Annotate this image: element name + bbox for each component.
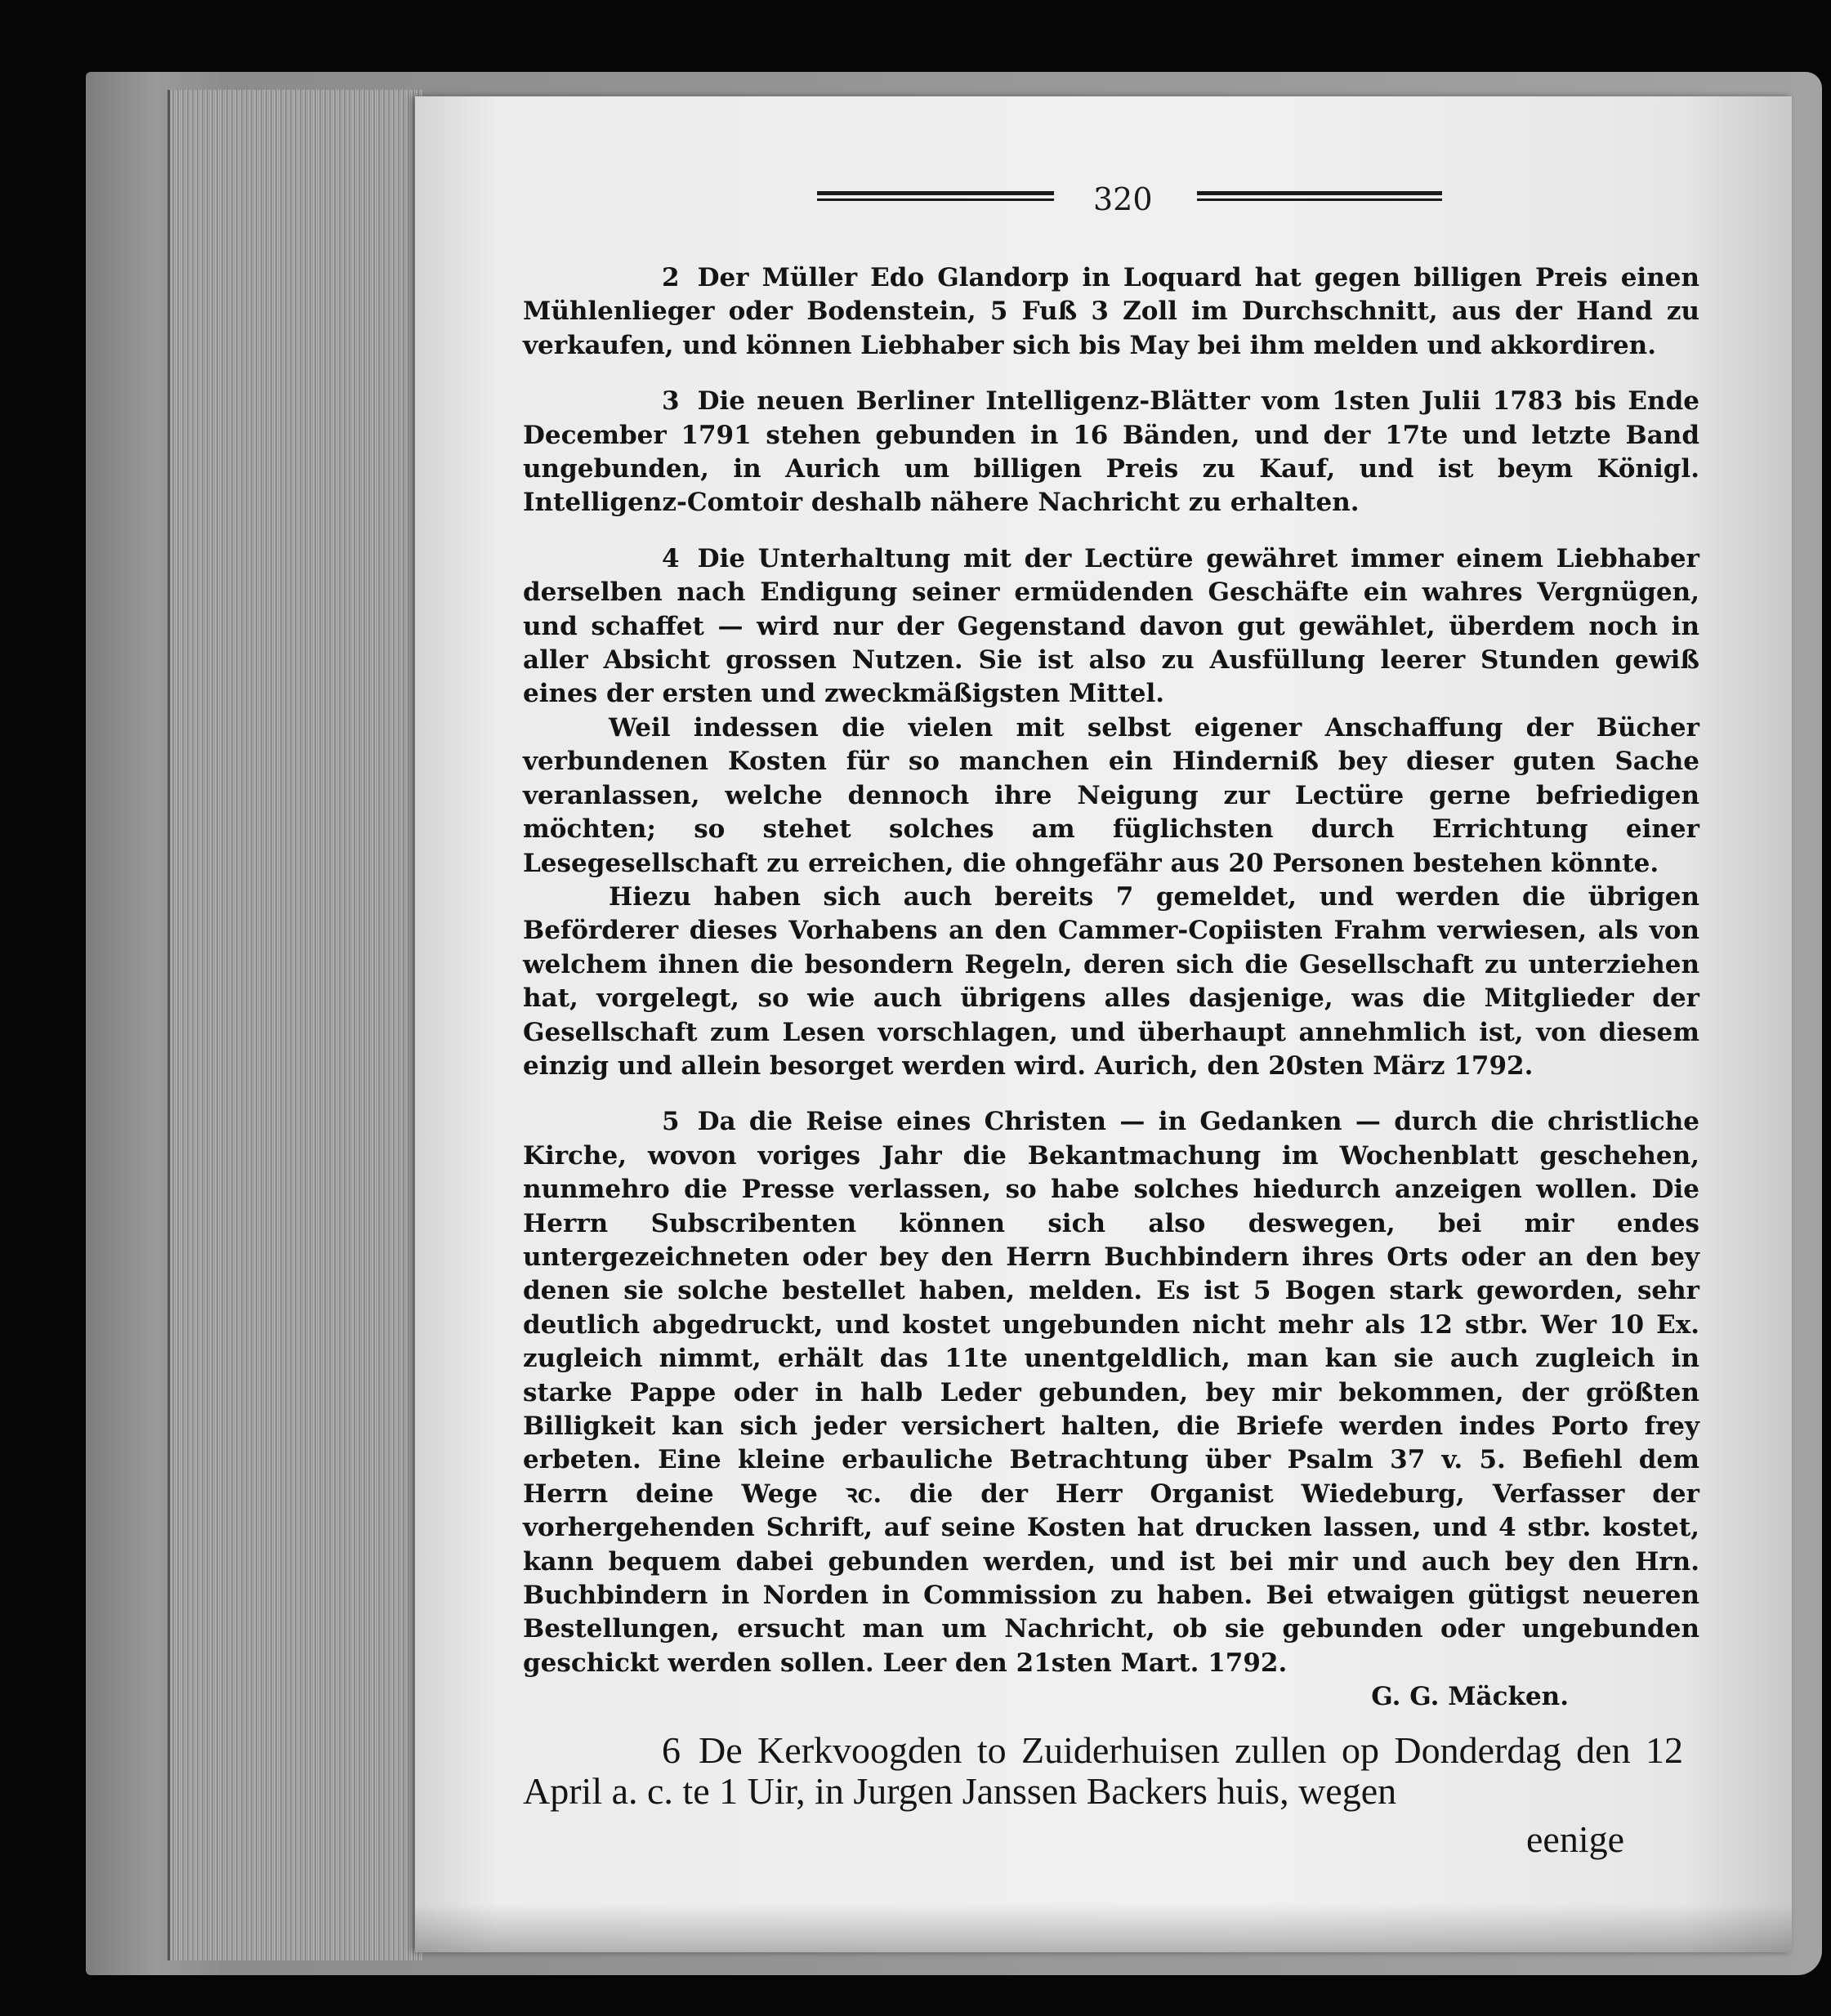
entry-number: 3 [662,386,680,417]
paragraph-text: Die neuen Berliner Intelligenz-Blätter vom 1sten Julii 1783 bis Ende December 1791 stehen gebunden in 16 Bänden, und der 17te und letzte Band ungebunden, in Aurich um billigen Preis zu Kauf, und ist beym Königl. Intelligenz-Comtoir deshalb nähere Nachricht zu erhalten. [523,386,1699,518]
page-edges [167,90,423,1960]
entry-5 [523,1105,1699,1714]
header-rule-left [817,191,1054,201]
paragraph-text: Da die Reise eines Christen — in Gedanken — durch die christliche Kirche, wovon voriges Jahr die Bekantmachung im Wochenblatt geschehen, nunmehro die Presse verlassen, so habe solches hiedurch anzeigen wollen. Die Herrn Subscribenten können sich also deswegen, bei mir endes untergezeichneten oder bey den Herrn Buchbindern ihres Orts oder an den bey denen sie solche bestellet haben, melden. Es ist 5 Bogen stark geworden, sehr deutlich abgedruckt, und kostet ungebunden nicht mehr als 12 stbr. Wer 10 Ex. zugleich nimmt, erhält das 11te unentgeldlich, man kan sie auch zugleich in starke Pappe oder in halb Leder gebunden, bey mir bekommen, der größten Billigkeit kan sich jeder versichert halten, die Briefe werden indes Porto frey erbeten. Eine kleine erbauliche Betrachtung über Psalm 37 v. 5. Befiehl dem Herrn deine Wege ꝛc. die der Herr Organist Wiedeburg, Verfasser der vorhergehenden Schrift, auf seine Kosten hat drucken lassen, und 4 stbr. kostet, kann bequem dabei gebunden werden, und ist bei mir und auch bey den Hrn. Buchbindern in Norden in Commission zu haben. Bei etwaigen gütigst neueren Bestellungen, ersucht man um Nachricht, ob sie gebunden oder ungebunden geschickt werden sollen. Leer den 21sten Mart. 1792. [523,1107,1699,1678]
signature: G. G. Mäcken. [1371,1682,1569,1712]
page-header [817,181,1683,217]
paragraph-text: Weil indessen die vielen mit selbst eigener Anschaffung der Bücher verbundenen Kosten für so manchen ein Hinderniß bey dieser guten Sache veranlassen, welche dennoch ihre Neigung zur Lectüre gerne befriedigen möchten; so stehet solches am füglichsten durch Errichtung einer Lesegesellschaft zu erreichen, die ohngefähr aus 20 Personen bestehen könnte. [523,712,1699,878]
entry-number: 4 [662,543,680,573]
paragraph-text: Der Müller Edo Glandorp in Loquard hat gegen billigen Preis einen Mühlenlieger oder Bodenstein, 5 Fuß 3 Zoll im Durchschnitt, aus der Hand zu verkaufen, und können Liebhaber sich bis May bei ihm melden und akkordiren. [523,263,1699,360]
paragraph-text: Hiezu haben sich auch bereits 7 gemeldet, und werden die übrigen Beförderer dieses Vorhabens an den Cammer-Copiisten Frahm verwiesen, als von welchem ihnen die besondern Regeln, deren sich die Gesellschaft zu unterziehen hat, vorgelegt, so wie auch übrigens alles dasjenige, was die Mitglieder der Gesellschaft zum Lesen vorschlagen, und überhaupt annehmlich ist, von diesem einzig und allein besorget werden wird. Aurich, den 20sten März 1792. [523,881,1699,1081]
entry-number: 6 [662,1729,681,1771]
entry-paragraph [523,385,1699,520]
paragraph-text: De Kerkvoogden to Zuiderhuisen zullen op Donderdag den 12 April a. c. te 1 Uir, in Jurgen Janssen Backers huis, wegen [523,1729,1683,1812]
entry-number: 5 [662,1107,680,1137]
entry-paragraph [523,261,1699,363]
entry-2 [523,261,1699,363]
catchword: eenige [1526,1818,1625,1860]
text-block [523,261,1699,1715]
page-bottom-shadow [415,1903,1792,1952]
header-rule-right [1197,191,1442,201]
entry-number: 2 [662,263,680,292]
entry-paragraph [523,711,1699,881]
entry-paragraph [523,1730,1683,1812]
entry-6 [523,1730,1683,1812]
entry-3 [523,385,1699,520]
entry-paragraph [523,1105,1699,1680]
entry-4 [523,542,1699,1084]
paragraph-text: Die Unterhaltung mit der Lectüre gewähret immer einem Liebhaber derselben nach Endigung seiner ermüdenden Geschäfte ein wahres Vergnügen, und schaffet — wird nur der Gegenstand davon gut gewählet, überdem noch in aller Absicht grossen Nutzen. Sie ist also zu Ausfüllung leerer Stunden gewiß eines der ersten und zweckmäßigsten Mittel. [523,543,1699,709]
entry-paragraph [523,542,1699,711]
page-number: 320 [1093,181,1153,217]
entry-paragraph [523,881,1699,1083]
